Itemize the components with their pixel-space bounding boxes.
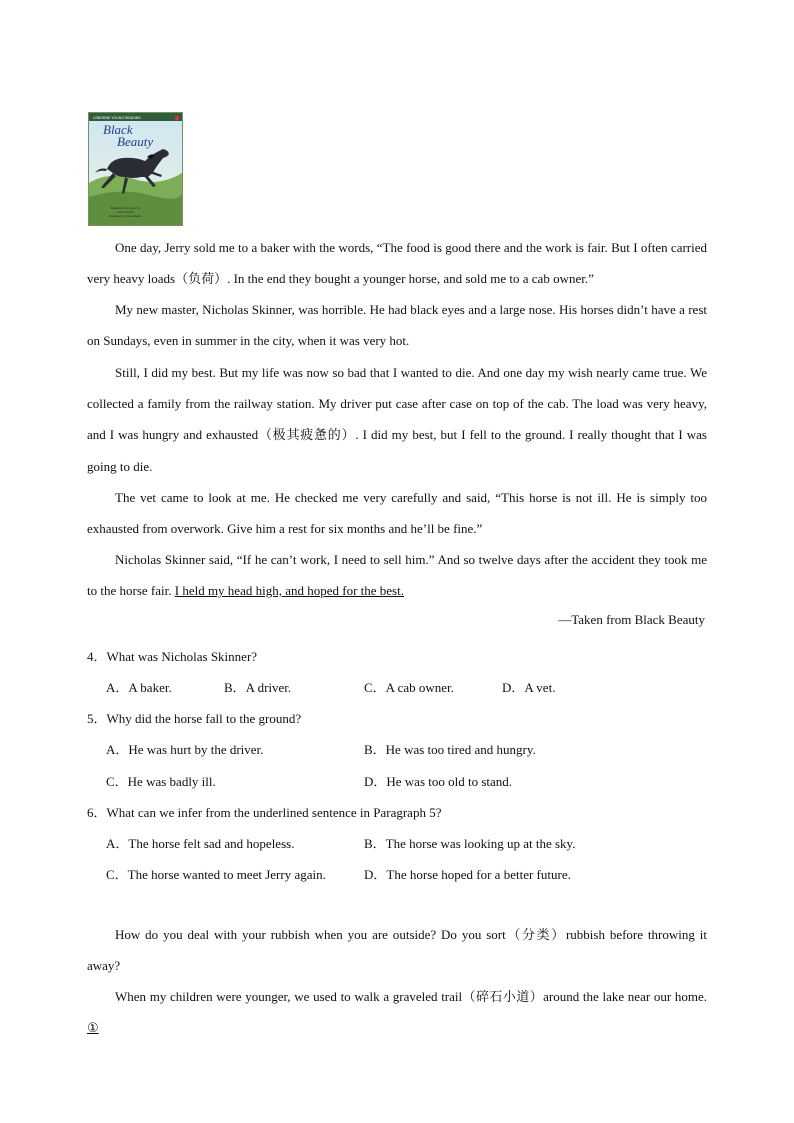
passage-paragraph-4: The vet came to look at me. He checked me very carefully and said, “This horse is not ill. He is simply too exhausted from overwork. Give him a rest for six months and he’ll be fine.” — [87, 490, 707, 537]
underlined-sentence: I held my head high, and hoped for the best. — [174, 583, 404, 599]
question-6-stem: 6．What can we infer from the underlined sentence in Paragraph 5? — [87, 805, 442, 820]
question-4-option-b: B．A driver. — [224, 680, 292, 695]
question-6-option-c: C．The horse wanted to meet Jerry again. — [106, 867, 326, 882]
passage2-paragraph-1: How do you deal with your rubbish when you are outside? Do you sort（分类）rubbish before throwing it away? — [87, 927, 707, 974]
question-5-option-a: A．He was hurt by the driver. — [106, 742, 264, 757]
passage-source: —Taken from Black Beauty — [558, 612, 705, 627]
question-5-option-d: D．He was too old to stand. — [364, 774, 513, 789]
question-5-stem: 5．Why did the horse fall to the ground? — [87, 711, 302, 726]
question-6-option-b: B．The horse was looking up at the sky. — [364, 836, 576, 851]
question-6-option-a: A．The horse felt sad and hopeless. — [106, 836, 295, 851]
question-4-stem: 4．What was Nicholas Skinner? — [87, 649, 258, 664]
cover-caption-3: Illustrated by Alan Marks — [109, 214, 142, 218]
cover-series-text: USBORNE YOUNG READING — [93, 116, 141, 120]
question-4-option-a: A．A baker. — [106, 680, 172, 695]
passage-paragraph-2: My new master, Nicholas Skinner, was horrible. He had black eyes and a large nose. His horses didn’t have a rest on Sundays, even in summer in the city, when it was very hot. — [87, 302, 707, 349]
question-5-option-b: B．He was too tired and hungry. — [364, 742, 536, 757]
paragraph-5-text: Nicholas Skinner said, “If he can’t work, I need to sell him.” And so twelve days after the accident they took me to the horse fair. — [87, 552, 707, 599]
question-5-option-c: C．He was badly ill. — [106, 774, 216, 789]
passage-paragraph-5 — [87, 544, 707, 606]
passage2-paragraph-2 — [87, 981, 707, 1043]
question-6-option-d: D．The horse hoped for a better future. — [364, 867, 571, 882]
question-4-option-d: D．A vet. — [502, 680, 556, 695]
cover-title-line2: Beauty — [117, 134, 154, 149]
cover-caption-2: Anna Sewell — [117, 210, 134, 214]
blank-marker-1: ① — [87, 1020, 99, 1036]
passage-paragraph-1: One day, Jerry sold me to a baker with the words, “The food is good there and the work is fair. But I often carried very heavy loads（负荷）. In the end they bought a younger horse, and sold me to a cab owner.” — [87, 240, 707, 287]
cover-caption-1: Based on the story by — [111, 206, 141, 210]
cover-title-line1: Black — [103, 122, 133, 137]
passage2-paragraph-2-text: When my children were younger, we used to walk a graveled trail（碎石小道）around the lake near our home. — [115, 989, 707, 1004]
passage-paragraph-3: Still, I did my best. But my life was now so bad that I wanted to die. And one day my wish nearly came true. We collected a family from the railway station. My driver put case after case on top of the cab. The load was very heavy, and I was hungry and exhausted（极其疲惫的）. I did my best, but I fell to the ground. I really thought that I was going to die. — [87, 365, 707, 474]
question-4-option-c: C．A cab owner. — [364, 680, 454, 695]
book-cover-image — [88, 112, 183, 226]
